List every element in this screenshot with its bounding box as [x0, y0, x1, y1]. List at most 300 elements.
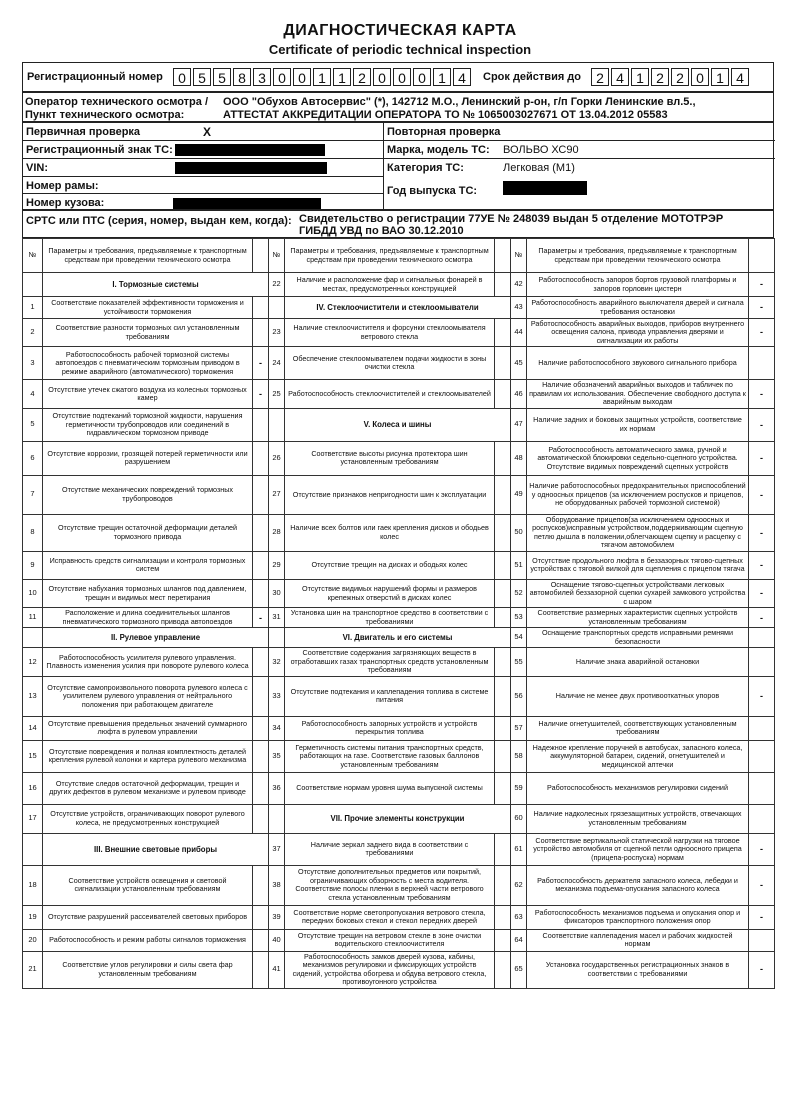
item-number: [23, 833, 43, 865]
item-requirement: Отсутствие трещин на ветровом стекле в зоне очистки водительского стеклоочистителя: [285, 929, 495, 951]
item-requirement: Отсутствие подтеканий тормозной жидкости, нарушения герметичности трубопроводов или соединений в гидравлическом тормозном приводе: [43, 408, 253, 441]
reg-number-row: [22, 62, 774, 92]
item-number: 64: [511, 929, 527, 951]
item-mark: -: [749, 514, 775, 551]
body-redaction: [173, 198, 321, 209]
item-number: 31: [269, 608, 285, 628]
item-number: 48: [511, 441, 527, 475]
item-requirement: Оснащение транспортных средств исправными ремнями безопасности: [527, 628, 749, 648]
item-requirement: Соответствие содержания загрязняющих веществ в отработавших газах транспортных средств установленным требованиям: [285, 648, 495, 676]
table-row: [23, 804, 775, 833]
item-mark: [495, 475, 511, 514]
item-requirement: Отсутствие разрушений рассеивателей световых приборов: [43, 905, 253, 929]
item-number: 16: [23, 772, 43, 804]
valid-until-digit: 4: [611, 68, 629, 86]
reg-number-digit: 0: [293, 68, 311, 86]
item-mark: [495, 608, 511, 628]
item-mark: [253, 865, 269, 905]
document-subtitle: Certificate of periodic technical inspection: [268, 42, 532, 57]
valid-until-digit: 1: [711, 68, 729, 86]
item-mark: -: [749, 551, 775, 579]
item-requirement: Наличие работоспособного звукового сигнального прибора: [527, 347, 749, 380]
valid-until-digit: 2: [671, 68, 689, 86]
item-mark: [495, 514, 511, 551]
params-header: Параметры и требования, предъявляемые к транспортным средствам при проведении технического осмотра: [43, 239, 253, 273]
item-mark: -: [749, 579, 775, 607]
item-mark: [749, 772, 775, 804]
item-mark: [253, 551, 269, 579]
item-number: 21: [23, 951, 43, 988]
num-header: №: [23, 239, 43, 273]
item-number: 5: [23, 408, 43, 441]
item-mark: [749, 804, 775, 833]
item-number: 22: [269, 273, 285, 297]
item-number: 65: [511, 951, 527, 988]
reg-number-digit: 0: [273, 68, 291, 86]
item-number: 13: [23, 676, 43, 716]
item-mark: -: [749, 676, 775, 716]
item-requirement: Наличие не менее двух противооткатных упоров: [527, 676, 749, 716]
item-mark: [495, 905, 511, 929]
srts-value-line2: ГИБДД УВД по ВАО 30.12.2010: [299, 225, 464, 237]
item-requirement: Работоспособность механизмов регулировки сидений: [527, 772, 749, 804]
num-header: №: [511, 239, 527, 273]
item-mark: [495, 579, 511, 607]
reg-number-digit: 3: [253, 68, 271, 86]
item-requirement: Отсутствие подтекания и каплепадения топлива в системе питания: [285, 676, 495, 716]
item-requirement: Отсутствие коррозии, грозящей потерей герметичности или разрушением: [43, 441, 253, 475]
reg-sign-redaction: [175, 144, 325, 156]
item-requirement: Отсутствие механических повреждений тормозных трубопроводов: [43, 475, 253, 514]
item-mark: [749, 740, 775, 772]
item-mark: [253, 772, 269, 804]
operator-label-line2: Пункт технического осмотра:: [25, 109, 185, 121]
item-mark: -: [749, 297, 775, 319]
item-mark: [495, 740, 511, 772]
item-number: 12: [23, 648, 43, 676]
item-requirement: Наличие обозначений аварийных выходов и табличек по правилам их использования. Обеспечение свободного доступа к аварийным выходам: [527, 380, 749, 408]
num-header: №: [269, 239, 285, 273]
reg-number-digit: 0: [413, 68, 431, 86]
item-requirement: Наличие зеркал заднего вида в соответствии с требованиями: [285, 833, 495, 865]
section-heading: VI. Двигатель и его системы: [285, 628, 511, 648]
item-requirement: Соответствие показателей эффективности торможения и устойчивости торможения: [43, 297, 253, 319]
item-number: 34: [269, 716, 285, 740]
item-number: [269, 628, 285, 648]
table-row: [23, 579, 775, 607]
item-requirement: Оснащение тягово-сцепных устройствами легковых автомобилей беззазорной сцепки сухарей замкового устройства с шаром: [527, 579, 749, 607]
item-mark: [253, 951, 269, 988]
operator-value-line2: АТТЕСТАТ АККРЕДИТАЦИИ ОПЕРАТОРА ТО № 1065003027671 ОТ 13.04.2012 05583: [223, 109, 668, 121]
item-mark: -: [749, 475, 775, 514]
item-mark: [749, 347, 775, 380]
item-mark: -: [253, 347, 269, 380]
section-heading: VII. Прочие элементы конструкции: [285, 804, 511, 833]
item-mark: [253, 676, 269, 716]
item-number: 37: [269, 833, 285, 865]
frame-label: Номер рамы:: [26, 180, 99, 192]
item-mark: -: [749, 380, 775, 408]
item-requirement: Работоспособность усилителя рулевого управления. Плавность изменения усилия при повороте рулевого колеса: [43, 648, 253, 676]
table-row: [23, 628, 775, 648]
reg-number-digit: 1: [433, 68, 451, 86]
table-row: [23, 740, 775, 772]
item-number: 24: [269, 347, 285, 380]
item-mark: [495, 865, 511, 905]
primary-check-label: Первичная проверка: [26, 126, 141, 138]
section-heading: III. Внешние световые приборы: [43, 833, 269, 865]
item-number: 29: [269, 551, 285, 579]
inspection-checklist-table: [22, 238, 775, 989]
operator-row: [22, 92, 774, 122]
item-requirement: Отсутствие повреждения и полная комплектность деталей крепления рулевой колонки и картера рулевого механизма: [43, 740, 253, 772]
item-requirement: Отсутствие дополнительных предметов или покрытий, ограничивающих обзорность с места водителя. Соответствие полосы пленки в верхней части ветрового стекла установленным требованиям: [285, 865, 495, 905]
item-requirement: Соответствие устройств освещения и световой сигнализации установленным требованиям: [43, 865, 253, 905]
section-heading: I. Тормозные системы: [43, 273, 269, 297]
table-row: [23, 772, 775, 804]
reg-number-digit: 8: [233, 68, 251, 86]
item-requirement: Работоспособность аварийных выходов, приборов внутреннего освещения салона, привода управления дверями и сигнализации их работы: [527, 319, 749, 347]
item-number: 58: [511, 740, 527, 772]
section-heading: II. Рулевое управление: [43, 628, 269, 648]
item-mark: -: [253, 608, 269, 628]
item-requirement: Наличие всех болтов или гаек крепления дисков и ободьев колес: [285, 514, 495, 551]
item-requirement: Соответствие разности тормозных сил установленным требованиям: [43, 319, 253, 347]
reg-number-digit: 0: [173, 68, 191, 86]
item-number: 7: [23, 475, 43, 514]
params-header: Параметры и требования, предъявляемые к транспортным средствам при проведении технического осмотра: [527, 239, 749, 273]
item-number: 47: [511, 408, 527, 441]
item-requirement: Отсутствие продольного люфта в беззазорных тягово-сцепных устройствах с тяговой вилкой для сцепления с прицепом тягача: [527, 551, 749, 579]
reg-number-digit: 5: [193, 68, 211, 86]
item-mark: -: [749, 951, 775, 988]
mark-header: [749, 239, 775, 273]
table-row: [23, 676, 775, 716]
section-heading: V. Колеса и шины: [285, 408, 511, 441]
item-requirement: Наличие и расположение фар и сигнальных фонарей в местах, предусмотренных конструкцией: [285, 273, 495, 297]
item-mark: -: [749, 273, 775, 297]
item-number: 59: [511, 772, 527, 804]
item-mark: -: [749, 905, 775, 929]
reg-number-label: Регистрационный номер: [27, 71, 163, 83]
item-requirement: Наличие надколесных грязезащитных устройств, отвечающих установленным требованиям: [527, 804, 749, 833]
item-mark: [749, 929, 775, 951]
category-value: Легковая (М1): [503, 162, 575, 174]
table-row: [23, 347, 775, 380]
table-row: [23, 716, 775, 740]
item-mark: -: [749, 608, 775, 628]
item-number: 36: [269, 772, 285, 804]
table-row: [23, 380, 775, 408]
item-requirement: Наличие задних и боковых защитных устройств, соответствие их нормам: [527, 408, 749, 441]
item-mark: [495, 676, 511, 716]
item-number: 43: [511, 297, 527, 319]
item-mark: [749, 628, 775, 648]
item-mark: [495, 441, 511, 475]
item-mark: [495, 716, 511, 740]
item-number: 26: [269, 441, 285, 475]
item-mark: -: [253, 380, 269, 408]
valid-until-digit: 4: [731, 68, 749, 86]
repeat-check-label: Повторная проверка: [387, 126, 501, 138]
item-mark: [749, 716, 775, 740]
item-number: 44: [511, 319, 527, 347]
item-number: 6: [23, 441, 43, 475]
operator-value-line1: ООО "Обухов Автосервис" (*), 142712 М.О., Ленинский р-он, г/п Горки Ленинские вл.5.,: [223, 96, 696, 108]
mark-header: [495, 239, 511, 273]
item-mark: [495, 951, 511, 988]
table-row: [23, 441, 775, 475]
item-mark: [749, 648, 775, 676]
item-mark: [253, 929, 269, 951]
item-mark: -: [749, 319, 775, 347]
section-heading: IV. Стеклоочистители и стеклоомыватели: [285, 297, 511, 319]
item-number: 14: [23, 716, 43, 740]
item-requirement: Установка шин на транспортное средство в соответствии с требованиями: [285, 608, 495, 628]
item-number: 25: [269, 380, 285, 408]
table-row: [23, 865, 775, 905]
item-requirement: Работоспособность замков дверей кузова, кабины, механизмов регулировки и фиксирующих устройств сидений, устройства обогрева и обдува ветрового стекла, противоугонного устройства: [285, 951, 495, 988]
item-mark: [253, 740, 269, 772]
item-requirement: Работоспособность держателя запасного колеса, лебедки и механизма подъема-опускания запасного колеса: [527, 865, 749, 905]
vin-label: VIN:: [26, 162, 48, 174]
table-row: [23, 475, 775, 514]
valid-until-digit: 0: [691, 68, 709, 86]
item-number: 4: [23, 380, 43, 408]
item-number: 51: [511, 551, 527, 579]
item-mark: [253, 441, 269, 475]
vehicle-info-grid: [22, 122, 774, 210]
item-requirement: Отсутствие превышения предельных значений суммарного люфта в рулевом управлении: [43, 716, 253, 740]
item-requirement: Соответствие нормам уровня шума выпускной системы: [285, 772, 495, 804]
item-number: 8: [23, 514, 43, 551]
item-number: [269, 408, 285, 441]
item-requirement: Работоспособность рабочей тормозной системы автопоездов с пневматическим тормозным приводом в режиме аварийного (автоматического) торможения: [43, 347, 253, 380]
reg-number-digit: 0: [393, 68, 411, 86]
item-requirement: Работоспособность стеклоочистителей и стеклоомывателей: [285, 380, 495, 408]
item-mark: [253, 408, 269, 441]
year-label: Год выпуска ТС:: [387, 185, 478, 197]
item-requirement: Установка государственных регистрационных знаков в соответствии с требованиями: [527, 951, 749, 988]
item-mark: -: [749, 441, 775, 475]
item-mark: -: [749, 833, 775, 865]
item-requirement: Работоспособность аварийного выключателя дверей и сигнала требования остановки: [527, 297, 749, 319]
vin-redaction: [175, 162, 327, 174]
item-number: 49: [511, 475, 527, 514]
item-requirement: Соответствие высоты рисунка протектора шин установленным требованиям: [285, 441, 495, 475]
table-row: [23, 408, 775, 441]
item-number: 61: [511, 833, 527, 865]
item-requirement: Обеспечение стеклоомывателем подачи жидкости в зоны очистки стекла: [285, 347, 495, 380]
item-number: 62: [511, 865, 527, 905]
item-number: 27: [269, 475, 285, 514]
item-number: 55: [511, 648, 527, 676]
item-number: [23, 273, 43, 297]
item-mark: [495, 772, 511, 804]
table-row: [23, 648, 775, 676]
item-number: 50: [511, 514, 527, 551]
item-requirement: Отсутствие устройств, ограничивающих поворот рулевого колеса, не предусмотренных конструкцией: [43, 804, 253, 833]
table-row: [23, 297, 775, 319]
item-number: 2: [23, 319, 43, 347]
item-number: 54: [511, 628, 527, 648]
item-requirement: Отсутствие видимых нарушений формы и размеров крепежных отверстий в дисках колес: [285, 579, 495, 607]
item-requirement: Соответствие каплепадения масел и рабочих жидкостей нормам: [527, 929, 749, 951]
item-requirement: Отсутствие признаков непригодности шин к эксплуатации: [285, 475, 495, 514]
item-number: 18: [23, 865, 43, 905]
item-number: 32: [269, 648, 285, 676]
primary-check-mark: X: [203, 125, 212, 139]
item-requirement: Наличие работоспособных предохранительных приспособлений у одноосных прицепов (за исключением роспусков и прицепов, не оборудованных рабочей тормозной системой): [527, 475, 749, 514]
item-number: 9: [23, 551, 43, 579]
valid-until-label: Срок действия до: [483, 71, 582, 83]
item-number: [269, 804, 285, 833]
item-number: 60: [511, 804, 527, 833]
item-number: 3: [23, 347, 43, 380]
item-requirement: Соответствие вертикальной статической нагрузки на тяговое устройство автомобиля от сцепной петли одноосного прицепа (прицепа-роспуска) нормам: [527, 833, 749, 865]
item-requirement: Отсутствие самопроизвольного поворота рулевого колеса с усилителем рулевого управления от нейтрального положения при работающем двигателе: [43, 676, 253, 716]
reg-number-digits: [173, 68, 473, 86]
reg-number-digit: 4: [453, 68, 471, 86]
table-row: [23, 929, 775, 951]
item-requirement: Работоспособность и режим работы сигналов торможения: [43, 929, 253, 951]
reg-number-digit: 5: [213, 68, 231, 86]
item-requirement: Герметичность системы питания транспортных средств, работающих на газе. Соответствие газовых баллонов установленным требованиям: [285, 740, 495, 772]
item-number: 53: [511, 608, 527, 628]
operator-label-line1: Оператор технического осмотра /: [25, 96, 209, 108]
item-requirement: Наличие знака аварийной остановки: [527, 648, 749, 676]
reg-number-digit: 2: [353, 68, 371, 86]
item-requirement: Работоспособность механизмов подъема и опускания опор и фиксаторов транспортного положения опор: [527, 905, 749, 929]
item-number: 10: [23, 579, 43, 607]
item-requirement: Соответствие размерных характеристик сцепных устройств установленным требованиям: [527, 608, 749, 628]
reg-number-digit: 0: [373, 68, 391, 86]
table-row: [23, 951, 775, 988]
item-number: 39: [269, 905, 285, 929]
item-number: 30: [269, 579, 285, 607]
table-row: [23, 833, 775, 865]
item-requirement: Надежное крепление поручней в автобусах, запасного колеса, аккумуляторной батареи, сидений, огнетушителей и медицинской аптечки: [527, 740, 749, 772]
item-mark: [495, 273, 511, 297]
item-mark: [253, 716, 269, 740]
item-requirement: Наличие огнетушителей, соответствующих установленным требованиям: [527, 716, 749, 740]
item-mark: [495, 380, 511, 408]
item-mark: [495, 551, 511, 579]
item-number: 42: [511, 273, 527, 297]
item-number: 41: [269, 951, 285, 988]
item-mark: [495, 648, 511, 676]
valid-until-digits: [591, 68, 751, 86]
item-requirement: Исправность средств сигнализации и контроля тормозных систем: [43, 551, 253, 579]
item-requirement: Соответствие норме светопропускания ветрового стекла, передних боковых стекол и стекол передних дверей: [285, 905, 495, 929]
item-mark: [253, 514, 269, 551]
valid-until-digit: 1: [631, 68, 649, 86]
table-row: [23, 319, 775, 347]
item-mark: [495, 929, 511, 951]
item-requirement: Работоспособность автоматического замка, ручной и автоматической блокировки седельно-сцепного устройства. Отсутствие видимых повреждений сцепных устройств: [527, 441, 749, 475]
reg-sign-label: Регистрационный знак ТС:: [26, 144, 173, 156]
item-number: [269, 297, 285, 319]
item-number: 33: [269, 676, 285, 716]
item-requirement: Работоспособность запоров бортов грузовой платформы и запоров горловин цистерн: [527, 273, 749, 297]
item-mark: [253, 579, 269, 607]
item-number: 15: [23, 740, 43, 772]
item-number: 28: [269, 514, 285, 551]
item-number: [23, 628, 43, 648]
reg-number-digit: 1: [313, 68, 331, 86]
item-number: 35: [269, 740, 285, 772]
table-row: [23, 608, 775, 628]
valid-until-digit: 2: [591, 68, 609, 86]
item-requirement: Наличие стеклоочистителя и форсунки стеклоомывателя ветрового стекла: [285, 319, 495, 347]
year-redaction: [503, 181, 587, 195]
item-number: 63: [511, 905, 527, 929]
item-requirement: Расположение и длина соединительных шлангов пневматического тормозного привода автопоездов: [43, 608, 253, 628]
item-mark: [253, 319, 269, 347]
item-number: 40: [269, 929, 285, 951]
item-requirement: Работоспособность запорных устройств и устройств перекрытия топлива: [285, 716, 495, 740]
item-mark: [253, 648, 269, 676]
item-mark: [253, 804, 269, 833]
item-number: 52: [511, 579, 527, 607]
category-label: Категория ТС:: [387, 162, 464, 174]
item-number: 20: [23, 929, 43, 951]
srts-value-line1: Свидетельство о регистрации 77УЕ № 248039 выдан 5 отделение МОТОТРЭР: [299, 213, 724, 225]
item-number: 45: [511, 347, 527, 380]
item-number: 19: [23, 905, 43, 929]
srts-row: [22, 210, 774, 238]
item-number: 38: [269, 865, 285, 905]
item-requirement: Отсутствие утечек сжатого воздуха из колесных тормозных камер: [43, 380, 253, 408]
body-label: Номер кузова:: [26, 197, 105, 209]
table-row: [23, 514, 775, 551]
item-requirement: Отсутствие следов остаточной деформации, трещин и других дефектов в рулевом механизме и рулевом приводе: [43, 772, 253, 804]
item-mark: [495, 319, 511, 347]
srts-label: СРТС или ПТС (серия, номер, выдан кем, когда):: [26, 215, 292, 227]
item-number: 23: [269, 319, 285, 347]
item-requirement: Отсутствие набухания тормозных шлангов под давлением, трещин и видимых мест перетирания: [43, 579, 253, 607]
item-number: 57: [511, 716, 527, 740]
item-number: 17: [23, 804, 43, 833]
make-model-label: Марка, модель ТС:: [387, 144, 490, 156]
item-mark: [253, 905, 269, 929]
params-header: Параметры и требования, предъявляемые к транспортным средствам при проведении технического осмотра: [285, 239, 495, 273]
item-mark: [253, 297, 269, 319]
mark-header: [253, 239, 269, 273]
item-mark: [253, 475, 269, 514]
item-requirement: Соответствие углов регулировки и силы света фар установленным требованиям: [43, 951, 253, 988]
document-title: ДИАГНОСТИЧЕСКАЯ КАРТА: [283, 22, 517, 39]
reg-number-digit: 1: [333, 68, 351, 86]
item-mark: [495, 833, 511, 865]
table-row: [23, 273, 775, 297]
item-mark: [495, 347, 511, 380]
item-mark: -: [749, 865, 775, 905]
valid-until-digit: 2: [651, 68, 669, 86]
item-requirement: Оборудование прицепов(за исключением одноосных и роспусков)исправным устройством,поддерживающим сцепную петлю дышла в положении,облегчающем сцепку и расцепку с тягачом автомобилем: [527, 514, 749, 551]
item-number: 56: [511, 676, 527, 716]
item-number: 46: [511, 380, 527, 408]
make-model-value: ВОЛЬВО ХС90: [503, 144, 579, 156]
table-header-row: [23, 239, 775, 273]
table-row: [23, 551, 775, 579]
table-row: [23, 905, 775, 929]
item-number: 1: [23, 297, 43, 319]
item-mark: -: [749, 408, 775, 441]
item-number: 11: [23, 608, 43, 628]
item-requirement: Отсутствие трещин на дисках и ободьях колес: [285, 551, 495, 579]
item-requirement: Отсутствие трещин остаточной деформации деталей тормозного привода: [43, 514, 253, 551]
